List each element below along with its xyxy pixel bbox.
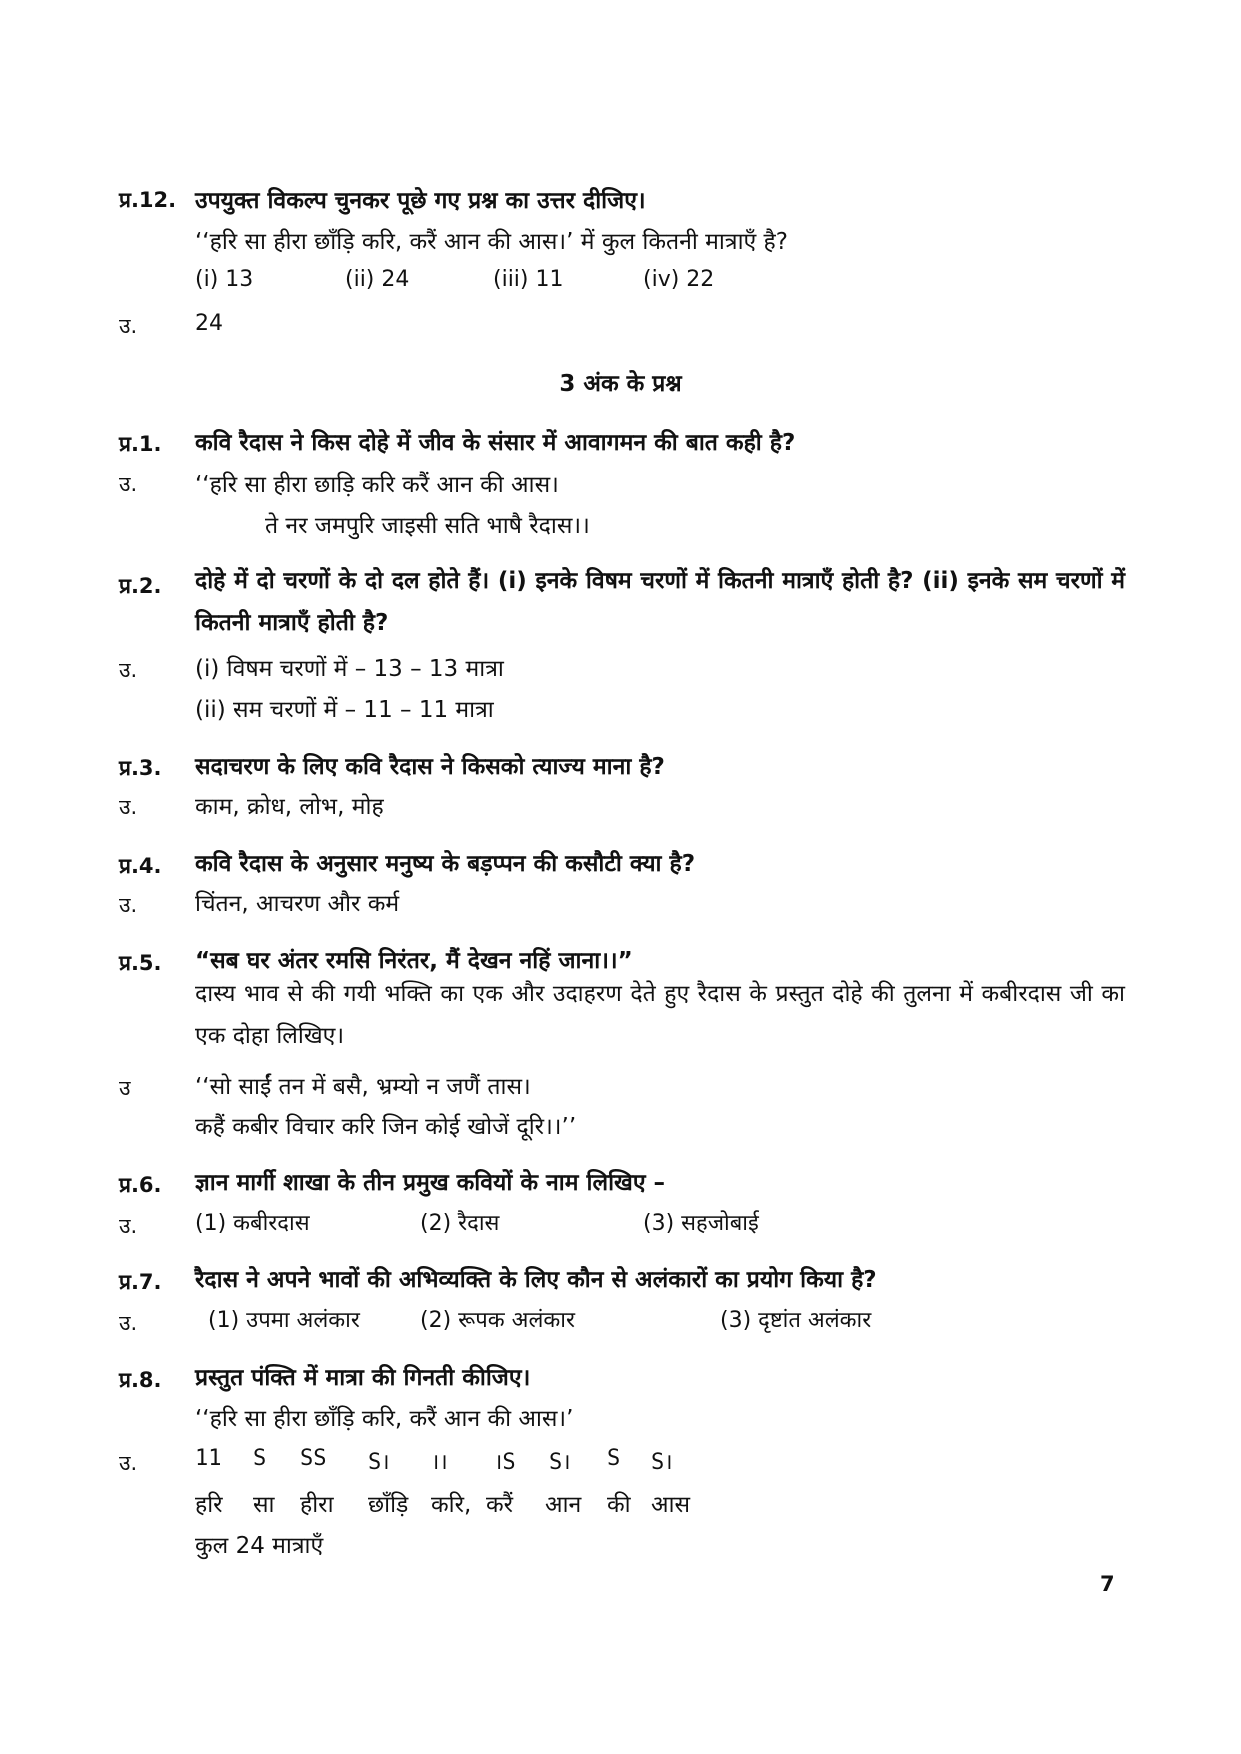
- scansion-word: आस: [651, 1492, 691, 1518]
- q2-question: दोहे में दो चरणों के दो दल होते हैं। (i) इनके विषम चरणों में कितनी मात्राएँ होती है? (ii) इनके सम चरणों में कितनी मात्राएँ होती है?: [195, 568, 1125, 636]
- q6-label: प्र.6.: [119, 1173, 162, 1197]
- q1-label: प्र.1.: [119, 432, 162, 456]
- q8-line: ‘‘हरि सा हीरा छाँड़ि करि, करैं आन की आस।’: [195, 1406, 574, 1432]
- scansion-mark: S।: [651, 1450, 673, 1475]
- q6-answer-2: (2) रैदास: [420, 1211, 500, 1236]
- q5-body: दास्य भाव से की गयी भक्ति का एक और उदाहरण देते हुए रैदास के प्रस्तुत दोहे की तुलना में कबीरदास जी का एक दोहा लिखिए।: [195, 981, 1125, 1049]
- page-number: 7: [1100, 1572, 1115, 1596]
- scansion-word: की: [607, 1492, 631, 1518]
- q12-option-3: (iii) 11: [493, 267, 564, 292]
- q5-answer-label: उ: [119, 1076, 131, 1100]
- q12-label: प्र.12.: [119, 188, 177, 212]
- q3-label: प्र.3.: [119, 756, 162, 780]
- q4-answer: चिंतन, आचरण और कर्म: [195, 891, 400, 917]
- q6-answer-1: (1) कबीरदास: [195, 1211, 310, 1236]
- scansion-mark: 11: [195, 1446, 222, 1471]
- scansion-mark: ।।: [431, 1450, 448, 1475]
- q2-answer-label: उ.: [119, 658, 138, 682]
- q3-question: सदाचरण के लिए कवि रैदास ने किसको त्याज्य माना है?: [195, 754, 665, 780]
- q4-label: प्र.4.: [119, 854, 162, 878]
- q4-question: कवि रैदास के अनुसार मनुष्य के बड़प्पन की कसौटी क्या है?: [195, 851, 696, 877]
- q7-answer-label: उ.: [119, 1311, 138, 1335]
- q7-label: प्र.7.: [119, 1270, 162, 1294]
- q8-label: प्र.8.: [119, 1368, 162, 1392]
- q8-total: कुल 24 मात्राएँ: [195, 1533, 324, 1559]
- q5-label: प्र.5.: [119, 951, 162, 975]
- q12-answer-label: उ.: [119, 314, 138, 338]
- scansion-mark: SS: [300, 1446, 327, 1471]
- q6-question: ज्ञान मार्गी शाखा के तीन प्रमुख कवियों के नाम लिखिए –: [195, 1170, 666, 1196]
- q2-answer-line-1: (i) विषम चरणों में – 13 – 13 मात्रा: [195, 656, 504, 682]
- q12-question: उपयुक्त विकल्प चुनकर पूछे गए प्रश्न का उत्तर दीजिए।: [195, 188, 646, 214]
- q12-line: ‘‘हरि सा हीरा छाँड़ि करि, करैं आन की आस।’ में कुल कितनी मात्राएँ है?: [195, 229, 788, 255]
- q1-answer-line-2: ते नर जमपुरि जाइसी सति भाषै रैदास।।: [265, 513, 590, 539]
- q6-answer-label: उ.: [119, 1214, 138, 1238]
- q5-question: “सब घर अंतर रमसि निरंतर, मैं देखन नहिं जाना।।”: [195, 948, 633, 974]
- q12-option-4: (iv) 22: [643, 267, 715, 292]
- scansion-mark: ।S: [494, 1450, 516, 1475]
- q4-answer-label: उ.: [119, 893, 138, 917]
- scansion-mark: S: [253, 1446, 267, 1471]
- q1-question: कवि रैदास ने किस दोहे में जीव के संसार में आवागमन की बात कही है?: [195, 430, 796, 456]
- q8-question: प्रस्तुत पंक्ति में मात्रा की गिनती कीजिए।: [195, 1365, 531, 1391]
- q12-option-2: (ii) 24: [345, 267, 410, 292]
- scansion-word: करि,: [431, 1492, 472, 1518]
- q1-answer-label: उ.: [119, 472, 138, 496]
- q5-answer-line-1: ‘‘सो साईं तन में बसै, भ्रम्यो न जणैं तास।: [195, 1074, 531, 1100]
- scansion-word: हीरा: [300, 1492, 334, 1518]
- scansion-word: छाँड़ि: [368, 1492, 409, 1518]
- q3-answer-label: उ.: [119, 795, 138, 819]
- q2-label: प्र.2.: [119, 574, 162, 598]
- scansion-word: आन: [545, 1492, 582, 1518]
- section-heading: 3 अंक के प्रश्न: [559, 371, 682, 397]
- q6-answer-3: (3) सहजोबाई: [643, 1211, 759, 1236]
- q8-answer-label: उ.: [119, 1451, 138, 1475]
- scansion-word: हरि: [195, 1492, 223, 1518]
- q12-option-1: (i) 13: [195, 267, 254, 292]
- q2-answer-line-2: (ii) सम चरणों में – 11 – 11 मात्रा: [195, 697, 494, 723]
- q5-answer-line-2: कहैं कबीर विचार करि जिन कोई खोजें दूरि।।’’: [195, 1114, 577, 1140]
- scansion-word: करैं: [486, 1492, 514, 1518]
- scansion-mark: S।: [549, 1450, 571, 1475]
- scansion-word: सा: [253, 1492, 275, 1518]
- q1-answer-line-1: ‘‘हरि सा हीरा छाड़ि करि करैं आन की आस।: [195, 472, 559, 498]
- q3-answer: काम, क्रोध, लोभ, मोह: [195, 794, 384, 820]
- q7-answer-2: (2) रूपक अलंकार: [420, 1308, 575, 1333]
- q7-question: रैदास ने अपने भावों की अभिव्यक्ति के लिए कौन से अलंकारों का प्रयोग किया है?: [195, 1267, 877, 1293]
- scansion-mark: S।: [368, 1450, 390, 1475]
- q7-answer-3: (3) दृष्टांत अलंकार: [720, 1308, 872, 1333]
- q12-answer: 24: [195, 311, 223, 336]
- scansion-mark: S: [607, 1446, 621, 1471]
- q7-answer-1: (1) उपमा अलंकार: [208, 1308, 360, 1333]
